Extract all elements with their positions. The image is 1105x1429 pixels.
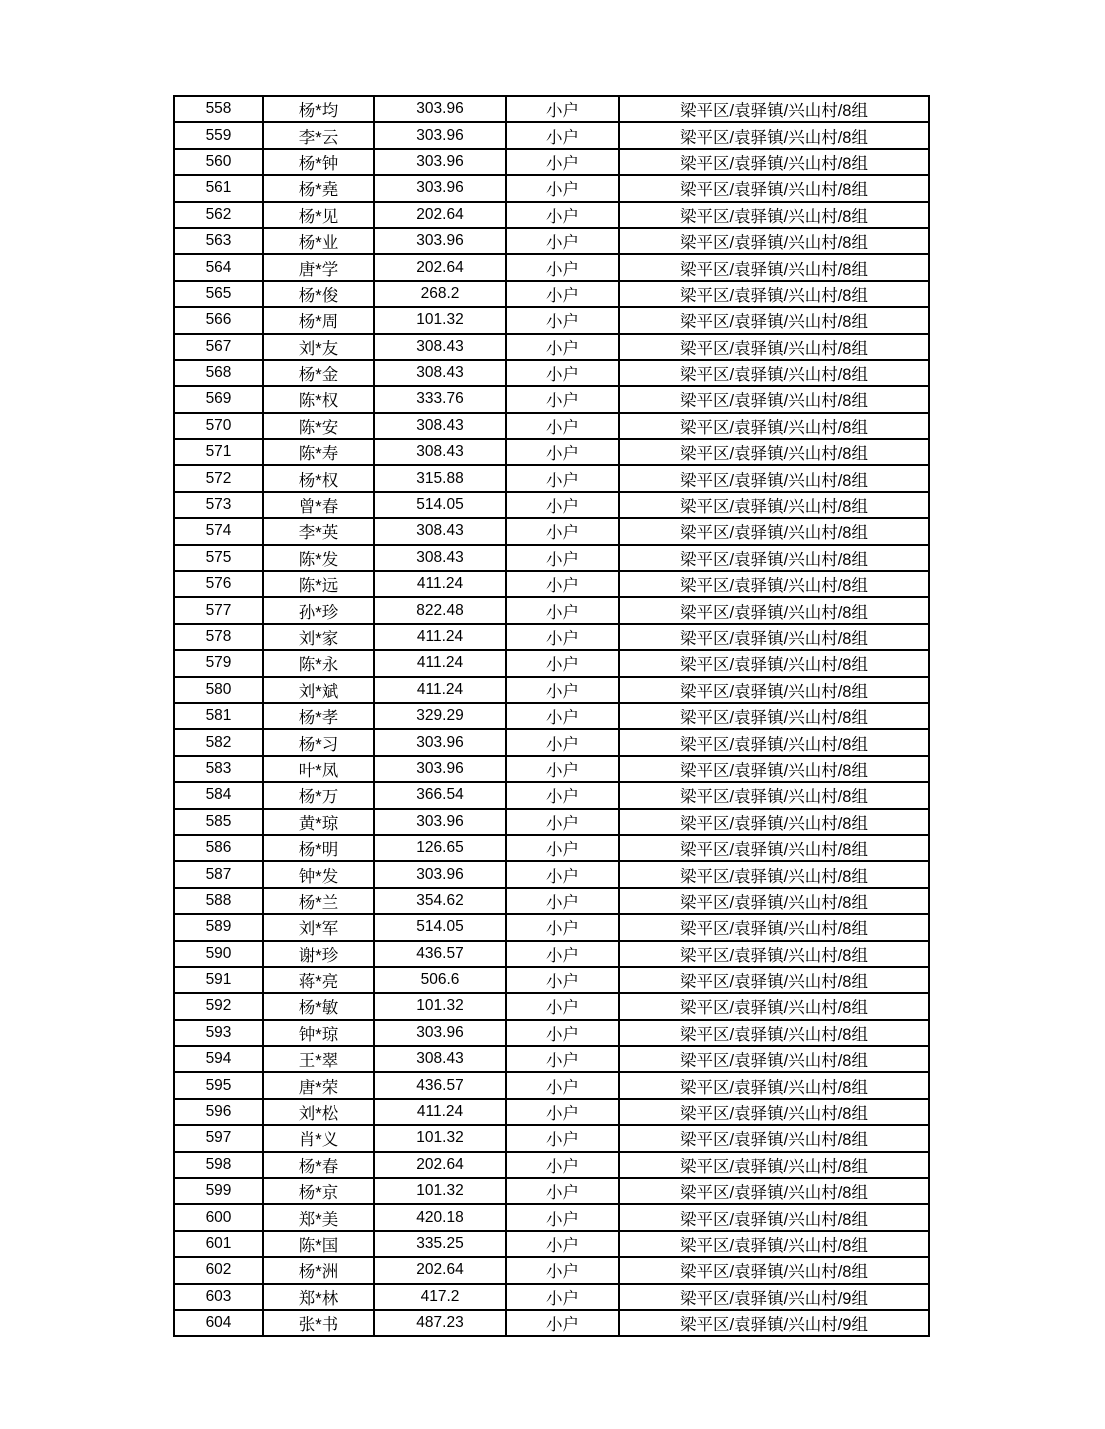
cell-person-name: 杨*钟: [263, 149, 374, 175]
table-row: [174, 1284, 929, 1310]
cell-person-name: 杨*京: [263, 1178, 374, 1204]
cell-amount: 303.96: [374, 175, 506, 201]
cell-household-type: 小户: [506, 756, 619, 782]
cell-person-name: 刘*斌: [263, 677, 374, 703]
cell-person-name: 陈*发: [263, 545, 374, 571]
table-row: [174, 307, 929, 333]
cell-amount: 308.43: [374, 413, 506, 439]
cell-address: 梁平区/袁驿镇/兴山村/8组: [619, 96, 929, 122]
cell-serial-number: 561: [174, 175, 263, 201]
cell-amount: 366.54: [374, 782, 506, 808]
cell-address: 梁平区/袁驿镇/兴山村/8组: [619, 360, 929, 386]
table-row: [174, 809, 929, 835]
cell-household-type: 小户: [506, 1257, 619, 1283]
cell-serial-number: 598: [174, 1152, 263, 1178]
cell-address: 梁平区/袁驿镇/兴山村/8组: [619, 1072, 929, 1098]
cell-person-name: 杨*俊: [263, 281, 374, 307]
cell-person-name: 李*云: [263, 122, 374, 148]
table-row: [174, 518, 929, 544]
cell-household-type: 小户: [506, 465, 619, 491]
cell-address: 梁平区/袁驿镇/兴山村/8组: [619, 703, 929, 729]
cell-address: 梁平区/袁驿镇/兴山村/8组: [619, 597, 929, 623]
table-row: [174, 492, 929, 518]
cell-household-type: 小户: [506, 624, 619, 650]
cell-household-type: 小户: [506, 307, 619, 333]
cell-serial-number: 596: [174, 1099, 263, 1125]
cell-address: 梁平区/袁驿镇/兴山村/8组: [619, 967, 929, 993]
cell-serial-number: 571: [174, 439, 263, 465]
cell-amount: 436.57: [374, 1072, 506, 1098]
table-row: [174, 993, 929, 1019]
cell-address: 梁平区/袁驿镇/兴山村/8组: [619, 465, 929, 491]
cell-amount: 411.24: [374, 571, 506, 597]
cell-amount: 268.2: [374, 281, 506, 307]
cell-address: 梁平区/袁驿镇/兴山村/8组: [619, 413, 929, 439]
table-row: [174, 624, 929, 650]
cell-amount: 411.24: [374, 650, 506, 676]
cell-household-type: 小户: [506, 492, 619, 518]
cell-amount: 303.96: [374, 96, 506, 122]
cell-serial-number: 578: [174, 624, 263, 650]
cell-household-type: 小户: [506, 1020, 619, 1046]
cell-address: 梁平区/袁驿镇/兴山村/8组: [619, 228, 929, 254]
cell-amount: 411.24: [374, 1099, 506, 1125]
table-row: [174, 334, 929, 360]
cell-address: 梁平区/袁驿镇/兴山村/8组: [619, 809, 929, 835]
cell-serial-number: 579: [174, 650, 263, 676]
cell-amount: 308.43: [374, 360, 506, 386]
table-row: [174, 729, 929, 755]
cell-household-type: 小户: [506, 413, 619, 439]
cell-address: 梁平区/袁驿镇/兴山村/8组: [619, 1046, 929, 1072]
table-row: [174, 465, 929, 491]
cell-address: 梁平区/袁驿镇/兴山村/8组: [619, 1178, 929, 1204]
cell-serial-number: 604: [174, 1310, 263, 1336]
cell-amount: 417.2: [374, 1284, 506, 1310]
table-row: [174, 149, 929, 175]
cell-address: 梁平区/袁驿镇/兴山村/8组: [619, 571, 929, 597]
cell-serial-number: 570: [174, 413, 263, 439]
cell-amount: 202.64: [374, 254, 506, 280]
cell-household-type: 小户: [506, 1152, 619, 1178]
cell-serial-number: 587: [174, 861, 263, 887]
table-row: [174, 835, 929, 861]
cell-address: 梁平区/袁驿镇/兴山村/9组: [619, 1284, 929, 1310]
cell-amount: 202.64: [374, 1152, 506, 1178]
cell-amount: 487.23: [374, 1310, 506, 1336]
cell-person-name: 杨*堯: [263, 175, 374, 201]
cell-household-type: 小户: [506, 1099, 619, 1125]
cell-person-name: 郑*林: [263, 1284, 374, 1310]
cell-serial-number: 572: [174, 465, 263, 491]
cell-household-type: 小户: [506, 1125, 619, 1151]
cell-household-type: 小户: [506, 729, 619, 755]
cell-amount: 308.43: [374, 518, 506, 544]
table-row: [174, 1152, 929, 1178]
cell-amount: 335.25: [374, 1231, 506, 1257]
cell-person-name: 唐*荣: [263, 1072, 374, 1098]
cell-address: 梁平区/袁驿镇/兴山村/8组: [619, 439, 929, 465]
cell-serial-number: 599: [174, 1178, 263, 1204]
cell-serial-number: 589: [174, 914, 263, 940]
table-row: [174, 1204, 929, 1230]
cell-household-type: 小户: [506, 993, 619, 1019]
cell-person-name: 刘*松: [263, 1099, 374, 1125]
cell-amount: 822.48: [374, 597, 506, 623]
cell-serial-number: 558: [174, 96, 263, 122]
cell-household-type: 小户: [506, 941, 619, 967]
cell-address: 梁平区/袁驿镇/兴山村/8组: [619, 1204, 929, 1230]
cell-household-type: 小户: [506, 149, 619, 175]
cell-serial-number: 560: [174, 149, 263, 175]
cell-serial-number: 562: [174, 202, 263, 228]
cell-household-type: 小户: [506, 254, 619, 280]
cell-person-name: 杨*敏: [263, 993, 374, 1019]
cell-serial-number: 590: [174, 941, 263, 967]
cell-household-type: 小户: [506, 571, 619, 597]
table-row: [174, 861, 929, 887]
table-row: [174, 677, 929, 703]
cell-person-name: 陈*安: [263, 413, 374, 439]
table-row: [174, 386, 929, 412]
table-row: [174, 254, 929, 280]
table-row: [174, 1099, 929, 1125]
cell-person-name: 钟*发: [263, 861, 374, 887]
cell-person-name: 杨*明: [263, 835, 374, 861]
cell-household-type: 小户: [506, 334, 619, 360]
cell-amount: 308.43: [374, 334, 506, 360]
cell-person-name: 刘*家: [263, 624, 374, 650]
cell-amount: 411.24: [374, 624, 506, 650]
cell-amount: 411.24: [374, 677, 506, 703]
cell-person-name: 杨*权: [263, 465, 374, 491]
cell-serial-number: 575: [174, 545, 263, 571]
table-row: [174, 914, 929, 940]
cell-person-name: 张*书: [263, 1310, 374, 1336]
table-row: [174, 1178, 929, 1204]
cell-address: 梁平区/袁驿镇/兴山村/8组: [619, 307, 929, 333]
cell-person-name: 陈*远: [263, 571, 374, 597]
cell-address: 梁平区/袁驿镇/兴山村/8组: [619, 386, 929, 412]
cell-person-name: 黄*琼: [263, 809, 374, 835]
table-row: [174, 413, 929, 439]
cell-amount: 506.6: [374, 967, 506, 993]
cell-person-name: 肖*义: [263, 1125, 374, 1151]
cell-serial-number: 593: [174, 1020, 263, 1046]
cell-amount: 354.62: [374, 888, 506, 914]
table-row: [174, 439, 929, 465]
cell-address: 梁平区/袁驿镇/兴山村/8组: [619, 175, 929, 201]
table-row: [174, 756, 929, 782]
cell-address: 梁平区/袁驿镇/兴山村/8组: [619, 334, 929, 360]
cell-person-name: 陈*国: [263, 1231, 374, 1257]
table-row: [174, 202, 929, 228]
cell-person-name: 蒋*亮: [263, 967, 374, 993]
cell-address: 梁平区/袁驿镇/兴山村/8组: [619, 941, 929, 967]
cell-address: 梁平区/袁驿镇/兴山村/8组: [619, 993, 929, 1019]
table-row: [174, 650, 929, 676]
cell-address: 梁平区/袁驿镇/兴山村/8组: [619, 861, 929, 887]
cell-amount: 303.96: [374, 809, 506, 835]
cell-amount: 315.88: [374, 465, 506, 491]
cell-household-type: 小户: [506, 1178, 619, 1204]
cell-serial-number: 592: [174, 993, 263, 1019]
cell-serial-number: 597: [174, 1125, 263, 1151]
cell-household-type: 小户: [506, 122, 619, 148]
cell-amount: 202.64: [374, 1257, 506, 1283]
cell-serial-number: 582: [174, 729, 263, 755]
cell-person-name: 郑*美: [263, 1204, 374, 1230]
cell-household-type: 小户: [506, 861, 619, 887]
cell-household-type: 小户: [506, 518, 619, 544]
cell-amount: 101.32: [374, 993, 506, 1019]
cell-address: 梁平区/袁驿镇/兴山村/8组: [619, 835, 929, 861]
cell-serial-number: 577: [174, 597, 263, 623]
cell-address: 梁平区/袁驿镇/兴山村/8组: [619, 888, 929, 914]
cell-address: 梁平区/袁驿镇/兴山村/8组: [619, 202, 929, 228]
table-row: [174, 888, 929, 914]
cell-person-name: 谢*珍: [263, 941, 374, 967]
cell-serial-number: 564: [174, 254, 263, 280]
cell-person-name: 陈*永: [263, 650, 374, 676]
cell-household-type: 小户: [506, 281, 619, 307]
cell-person-name: 陈*权: [263, 386, 374, 412]
cell-address: 梁平区/袁驿镇/兴山村/8组: [619, 677, 929, 703]
cell-person-name: 叶*凤: [263, 756, 374, 782]
cell-serial-number: 559: [174, 122, 263, 148]
cell-serial-number: 588: [174, 888, 263, 914]
table-body: [174, 96, 929, 1336]
cell-amount: 303.96: [374, 149, 506, 175]
cell-amount: 303.96: [374, 729, 506, 755]
table-row: [174, 782, 929, 808]
cell-serial-number: 601: [174, 1231, 263, 1257]
cell-address: 梁平区/袁驿镇/兴山村/8组: [619, 518, 929, 544]
cell-person-name: 杨*业: [263, 228, 374, 254]
cell-serial-number: 595: [174, 1072, 263, 1098]
cell-amount: 308.43: [374, 1046, 506, 1072]
cell-address: 梁平区/袁驿镇/兴山村/9组: [619, 1310, 929, 1336]
cell-serial-number: 567: [174, 334, 263, 360]
table-row: [174, 545, 929, 571]
table-row: [174, 941, 929, 967]
cell-amount: 101.32: [374, 1178, 506, 1204]
cell-amount: 420.18: [374, 1204, 506, 1230]
table-row: [174, 281, 929, 307]
cell-household-type: 小户: [506, 1204, 619, 1230]
cell-household-type: 小户: [506, 1284, 619, 1310]
cell-person-name: 杨*见: [263, 202, 374, 228]
cell-address: 梁平区/袁驿镇/兴山村/8组: [619, 254, 929, 280]
cell-address: 梁平区/袁驿镇/兴山村/8组: [619, 149, 929, 175]
cell-household-type: 小户: [506, 545, 619, 571]
cell-person-name: 孙*珍: [263, 597, 374, 623]
table-row: [174, 571, 929, 597]
cell-person-name: 曾*春: [263, 492, 374, 518]
cell-person-name: 杨*均: [263, 96, 374, 122]
cell-serial-number: 602: [174, 1257, 263, 1283]
cell-serial-number: 565: [174, 281, 263, 307]
cell-household-type: 小户: [506, 888, 619, 914]
cell-household-type: 小户: [506, 1231, 619, 1257]
cell-person-name: 陈*寿: [263, 439, 374, 465]
cell-person-name: 杨*万: [263, 782, 374, 808]
beneficiary-table: [173, 95, 930, 1337]
table-row: [174, 1046, 929, 1072]
cell-household-type: 小户: [506, 809, 619, 835]
cell-serial-number: 580: [174, 677, 263, 703]
cell-amount: 329.29: [374, 703, 506, 729]
cell-amount: 101.32: [374, 307, 506, 333]
cell-serial-number: 568: [174, 360, 263, 386]
cell-household-type: 小户: [506, 650, 619, 676]
table-row: [174, 1310, 929, 1336]
cell-household-type: 小户: [506, 1072, 619, 1098]
cell-household-type: 小户: [506, 967, 619, 993]
cell-address: 梁平区/袁驿镇/兴山村/8组: [619, 1257, 929, 1283]
cell-address: 梁平区/袁驿镇/兴山村/8组: [619, 122, 929, 148]
cell-household-type: 小户: [506, 782, 619, 808]
cell-address: 梁平区/袁驿镇/兴山村/8组: [619, 545, 929, 571]
cell-serial-number: 574: [174, 518, 263, 544]
table-row: [174, 1231, 929, 1257]
cell-household-type: 小户: [506, 202, 619, 228]
cell-address: 梁平区/袁驿镇/兴山村/8组: [619, 1125, 929, 1151]
cell-amount: 436.57: [374, 941, 506, 967]
cell-serial-number: 563: [174, 228, 263, 254]
cell-address: 梁平区/袁驿镇/兴山村/8组: [619, 782, 929, 808]
cell-person-name: 唐*学: [263, 254, 374, 280]
cell-address: 梁平区/袁驿镇/兴山村/8组: [619, 492, 929, 518]
table-row: [174, 228, 929, 254]
cell-amount: 303.96: [374, 122, 506, 148]
cell-serial-number: 583: [174, 756, 263, 782]
table-row: [174, 703, 929, 729]
cell-address: 梁平区/袁驿镇/兴山村/8组: [619, 281, 929, 307]
cell-person-name: 刘*军: [263, 914, 374, 940]
cell-address: 梁平区/袁驿镇/兴山村/8组: [619, 624, 929, 650]
cell-amount: 514.05: [374, 492, 506, 518]
cell-household-type: 小户: [506, 1310, 619, 1336]
cell-serial-number: 584: [174, 782, 263, 808]
table-row: [174, 967, 929, 993]
cell-address: 梁平区/袁驿镇/兴山村/8组: [619, 650, 929, 676]
cell-person-name: 杨*习: [263, 729, 374, 755]
cell-household-type: 小户: [506, 386, 619, 412]
cell-address: 梁平区/袁驿镇/兴山村/8组: [619, 1020, 929, 1046]
table-row: [174, 96, 929, 122]
cell-serial-number: 569: [174, 386, 263, 412]
cell-person-name: 杨*周: [263, 307, 374, 333]
cell-address: 梁平区/袁驿镇/兴山村/8组: [619, 756, 929, 782]
cell-serial-number: 566: [174, 307, 263, 333]
cell-amount: 308.43: [374, 439, 506, 465]
cell-person-name: 李*英: [263, 518, 374, 544]
cell-serial-number: 573: [174, 492, 263, 518]
cell-amount: 514.05: [374, 914, 506, 940]
cell-address: 梁平区/袁驿镇/兴山村/8组: [619, 914, 929, 940]
cell-amount: 333.76: [374, 386, 506, 412]
cell-household-type: 小户: [506, 439, 619, 465]
table-row: [174, 1125, 929, 1151]
table-row: [174, 1257, 929, 1283]
cell-serial-number: 600: [174, 1204, 263, 1230]
table-row: [174, 597, 929, 623]
cell-household-type: 小户: [506, 914, 619, 940]
table-row: [174, 175, 929, 201]
cell-person-name: 杨*金: [263, 360, 374, 386]
cell-household-type: 小户: [506, 228, 619, 254]
cell-serial-number: 591: [174, 967, 263, 993]
cell-serial-number: 581: [174, 703, 263, 729]
cell-household-type: 小户: [506, 1046, 619, 1072]
cell-address: 梁平区/袁驿镇/兴山村/8组: [619, 1152, 929, 1178]
cell-address: 梁平区/袁驿镇/兴山村/8组: [619, 729, 929, 755]
cell-amount: 303.96: [374, 756, 506, 782]
cell-serial-number: 594: [174, 1046, 263, 1072]
cell-household-type: 小户: [506, 175, 619, 201]
cell-household-type: 小户: [506, 360, 619, 386]
cell-person-name: 杨*孝: [263, 703, 374, 729]
cell-amount: 101.32: [374, 1125, 506, 1151]
cell-serial-number: 576: [174, 571, 263, 597]
cell-person-name: 钟*琼: [263, 1020, 374, 1046]
cell-serial-number: 586: [174, 835, 263, 861]
cell-amount: 303.96: [374, 861, 506, 887]
cell-amount: 308.43: [374, 545, 506, 571]
cell-amount: 126.65: [374, 835, 506, 861]
cell-serial-number: 603: [174, 1284, 263, 1310]
cell-person-name: 杨*兰: [263, 888, 374, 914]
cell-amount: 202.64: [374, 202, 506, 228]
cell-address: 梁平区/袁驿镇/兴山村/8组: [619, 1099, 929, 1125]
cell-household-type: 小户: [506, 677, 619, 703]
table-row: [174, 360, 929, 386]
cell-amount: 303.96: [374, 228, 506, 254]
cell-address: 梁平区/袁驿镇/兴山村/8组: [619, 1231, 929, 1257]
cell-household-type: 小户: [506, 96, 619, 122]
table-row: [174, 1020, 929, 1046]
cell-person-name: 王*翠: [263, 1046, 374, 1072]
cell-amount: 303.96: [374, 1020, 506, 1046]
cell-household-type: 小户: [506, 703, 619, 729]
cell-person-name: 杨*洲: [263, 1257, 374, 1283]
table-row: [174, 1072, 929, 1098]
cell-household-type: 小户: [506, 835, 619, 861]
cell-serial-number: 585: [174, 809, 263, 835]
cell-person-name: 刘*友: [263, 334, 374, 360]
cell-person-name: 杨*春: [263, 1152, 374, 1178]
table-row: [174, 122, 929, 148]
cell-household-type: 小户: [506, 597, 619, 623]
